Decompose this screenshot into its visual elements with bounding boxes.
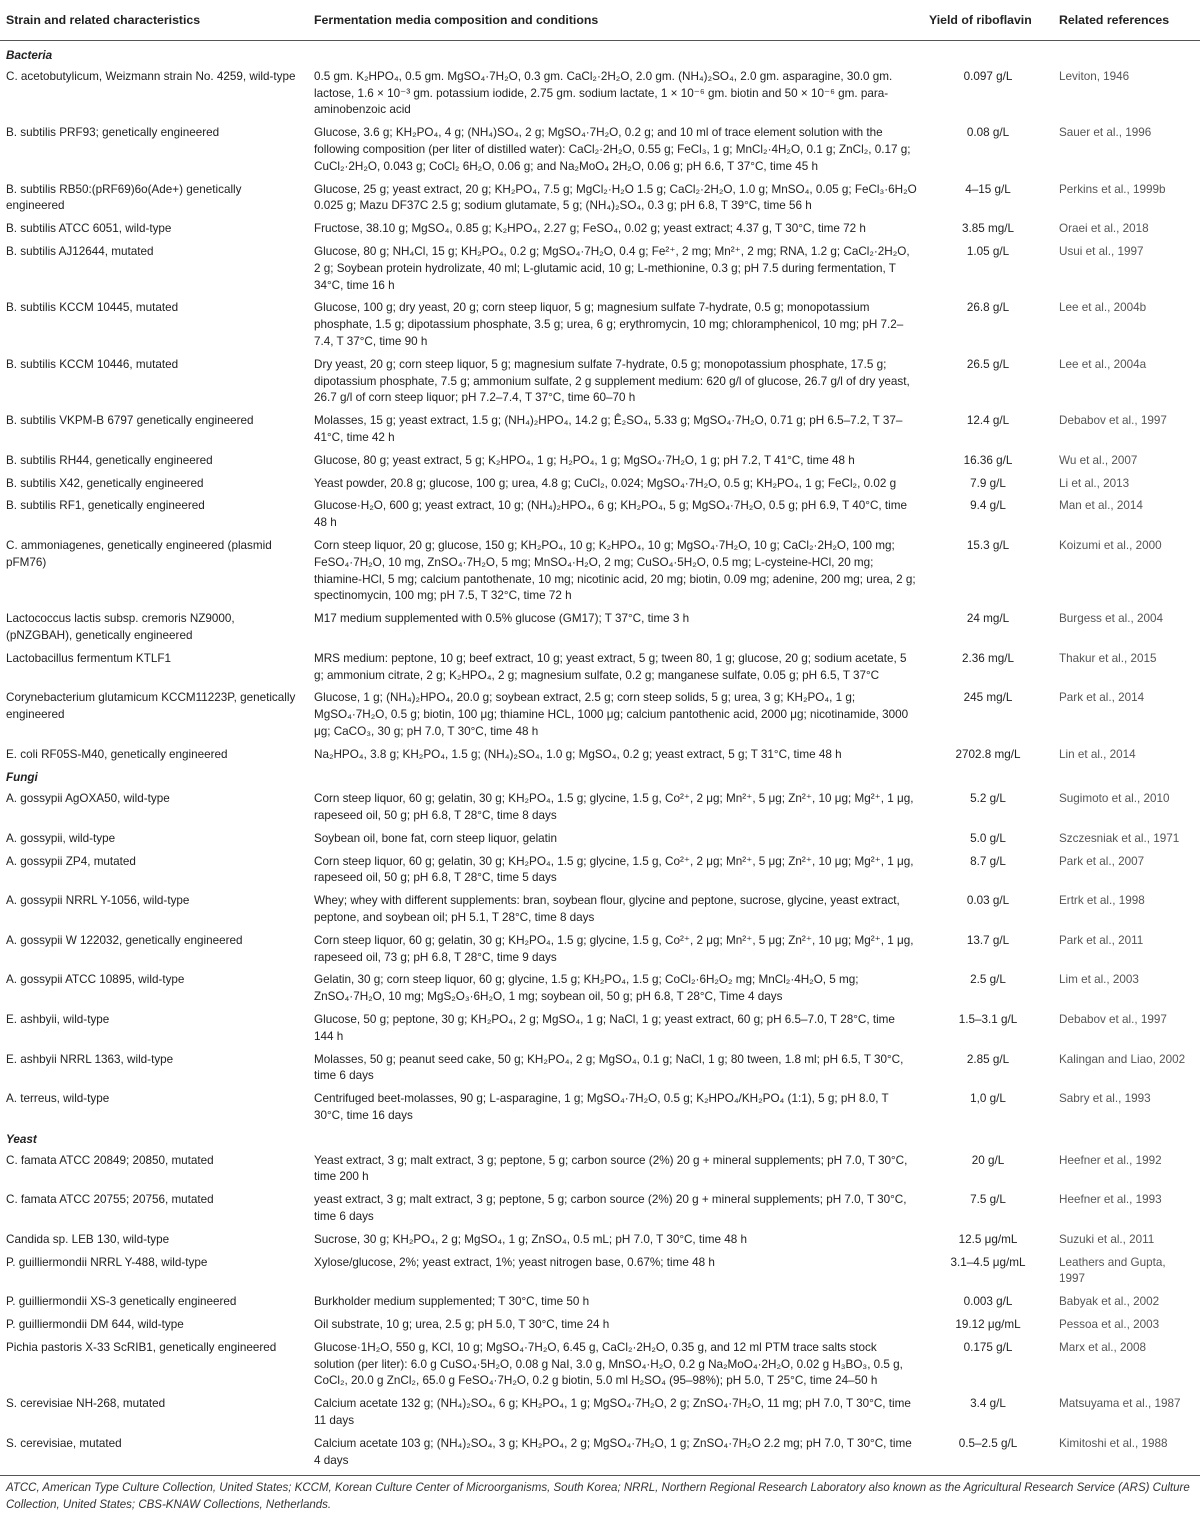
table-row <box>0 1009 1200 1049</box>
cell-media: Glucose, 80 g; NH₄Cl, 15 g; KH₂PO₄, 0.2 g; MgSO₄·7H₂O, 0.4 g; Fe²⁺, 2 mg; Mn²⁺, 2 mg; RNA, 1.2 g; CaCl₂·2H₂O, 2 g; Soybean protein hydrolizate, 40 ml; L-glutamic acid, 10 g; L-methionine, 0.3 g; pH 7.5 during fermentation, T 34°C, time 16 h <box>314 244 910 292</box>
cell-media: Centrifuged beet-molasses, 90 g; L-asparagine, 1 g; MgSO₄·7H₂O, 0.5 g; K₂HPO₄/KH₂PO₄ (1:1), 5 g; pH 8.0, T 30°C, time 16 days <box>314 1092 889 1123</box>
cell-media: Calcium acetate 103 g; (NH₄)₂SO₄, 3 g; KH₂PO₄, 2 g; MgSO₄·7H₂O, 1 g; ZnSO₄·7H₂O 2.2 mg; pH 7.0, T 30°C, time 4 days <box>308 1433 923 1476</box>
table-row <box>0 788 1200 828</box>
cell-yield: 12.4 g/L <box>966 414 1010 428</box>
cell-yield: 24 mg/L <box>966 612 1010 626</box>
cell-reference: Koizumi et al., 2000 <box>1059 538 1162 552</box>
cell-yield: 245 mg/L <box>963 691 1013 705</box>
cell-media: Soybean oil, bone fat, corn steep liquor, gelatin <box>314 831 558 845</box>
table-row <box>0 66 1200 122</box>
cell-media: Sucrose, 30 g; KH₂PO₄, 2 g; MgSO₄, 1 g; ZnSO₄, 0.5 mL; pH 7.0, T 30°C, time 48 h <box>314 1232 747 1246</box>
table-row <box>0 1229 1200 1252</box>
table-row <box>0 450 1200 473</box>
table-row <box>0 1252 1200 1292</box>
cell-reference: Leviton, 1946 <box>1059 69 1130 83</box>
cell-yield: 2.5 g/L <box>970 973 1006 987</box>
cell-yield: 3.4 g/L <box>970 1397 1006 1411</box>
cell-yield: 1.5–3.1 g/L <box>958 1013 1018 1027</box>
cell-strain: A. terreus, wild-type <box>6 1092 110 1106</box>
cell-media: M17 medium supplemented with 0.5% glucose (GM17); T 37°C, time 3 h <box>314 612 690 626</box>
cell-reference: Matsuyama et al., 1987 <box>1059 1397 1181 1411</box>
cell-strain: A. gossypii AgOXA50, wild-type <box>6 792 170 806</box>
cell-reference: Li et al., 2013 <box>1059 476 1130 490</box>
cell-media: Glucose, 1 g; (NH₄)₂HPO₄, 20.0 g; soybean extract, 2.5 g; corn steep solids, 5 g; urea, 3 g; KH₂PO₄, 1 g; MgSO₄·7H₂O, 0.5 g; biotin, 100 μg; thiamine HCL, 1000 μg; calcium pantothenic acid, 2000 μg; nicotinamide, 3000 μg; CaCO₃, 30 g; pH 7.0, T 30°C, time 48 h <box>314 691 909 738</box>
cell-media: Fructose, 38.10 g; MgSO₄, 0.85 g; K₂HPO₄, 2.27 g; FeSO₄, 0.02 g; yeast extract; 4.37 g, T 30°C, time 72 h <box>314 222 866 236</box>
cell-media: 0.5 gm. K₂HPO₄, 0.5 gm. MgSO₄·7H₂O, 0.3 gm. CaCl₂·2H₂O, 2.0 gm. (NH₄)₂SO₄, 2.0 gm. asparagine, 30.0 gm. lactose, 1.6 × 10⁻³ gm. potassium iodide, 2.75 gm. sodium lactate, 1 × 10⁻⁶ gm. biotin and 50 × 10⁻⁶ gm. para-aminobenzoic acid <box>314 69 893 117</box>
cell-strain: C. famata ATCC 20755; 20756, mutated <box>6 1193 214 1207</box>
table-row <box>0 851 1200 891</box>
table-row <box>0 1433 1200 1476</box>
cell-yield: 26.5 g/L <box>966 357 1010 371</box>
cell-reference: Pessoa et al., 2003 <box>1059 1318 1160 1331</box>
table-row <box>0 930 1200 970</box>
cell-reference: Sugimoto et al., 2010 <box>1059 792 1170 806</box>
cell-yield: 16.36 g/L <box>963 453 1013 467</box>
cell-media: Corn steep liquor, 60 g; gelatin, 30 g; KH₂PO₄, 1.5 g; glycine, 1.5 g, Co²⁺, 2 μg; Mn²⁺, 5 μg; Zn²⁺, 10 μg; Mg²⁺, 1 μg, rapeseed oil, 50 g; pH 6.8, T 28°C, time 5 days <box>314 854 914 885</box>
cell-yield: 3.85 mg/L <box>962 222 1014 236</box>
cell-reference: Heefner et al., 1993 <box>1059 1193 1162 1207</box>
cell-reference: Park et al., 2011 <box>1059 933 1144 947</box>
table-row <box>0 687 1200 743</box>
cell-reference: Thakur et al., 2015 <box>1059 651 1157 665</box>
cell-strain: B. subtilis X42, genetically engineered <box>6 476 204 490</box>
table-row <box>0 744 1200 767</box>
table-row <box>0 1291 1200 1314</box>
cell-reference: Perkins et al., 1999b <box>1059 182 1166 196</box>
cell-reference: Debabov et al., 1997 <box>1059 1013 1167 1027</box>
cell-reference: Ertrk et al., 1998 <box>1059 894 1145 908</box>
cell-media: Dry yeast, 20 g; corn steep liquor, 5 g; magnesium sulfate 7-hydrate, 0.5 g; monopotassium phosphate, 17.5 g; dipotassium phosphate, 7.5 g; ammonium sulfate, 2 g supplement medium: 620 g/l of glucose, 26.7 g/l of dry yeast, 26.7 g/l of corn steep liquor; pH 7.2–7.4, T 37°C, time 60–70 h <box>314 357 910 405</box>
cell-media: Yeast extract, 3 g; malt extract, 3 g; peptone, 5 g; carbon source (2%) 20 g + mineral supplements; pH 7.0, T 30°C, time 200 h <box>314 1153 908 1184</box>
table-row <box>0 1150 1200 1190</box>
cell-strain: S. cerevisiae, mutated <box>0 1433 308 1476</box>
cell-media: Glucose·H₂O, 600 g; yeast extract, 10 g; (NH₄)₂HPO₄, 6 g; KH₂PO₄, 5 g; MgSO₄·7H₂O, 0.5 g; pH 6.9, T 40°C, time 48 h <box>314 499 907 530</box>
cell-strain: E. ashbyii, wild-type <box>6 1013 110 1027</box>
cell-reference: Park et al., 2007 <box>1059 854 1145 868</box>
cell-strain: Corynebacterium glutamicum KCCM11223P, genetically engineered <box>6 691 296 722</box>
table-row <box>0 122 1200 178</box>
cell-strain: Lactococcus lactis subsp. cremoris NZ9000, (pNZGBAH), genetically engineered <box>6 612 235 642</box>
cell-media: Burkholder medium supplemented; T 30°C, time 50 h <box>314 1295 590 1309</box>
cell-reference: Debabov et al., 1997 <box>1059 414 1167 428</box>
cell-yield: 0.5–2.5 g/L <box>923 1433 1053 1476</box>
cell-strain: C. famata ATCC 20849; 20850, mutated <box>6 1153 214 1167</box>
section-title: Yeast <box>6 1132 37 1146</box>
cell-strain: B. subtilis VKPM-B 6797 genetically engineered <box>6 414 254 428</box>
cell-strain: B. subtilis KCCM 10446, mutated <box>6 357 179 371</box>
header-yield: Yield of riboflavin <box>923 0 1053 41</box>
cell-reference: Lee et al., 2004b <box>1059 301 1147 315</box>
cell-reference: Sabry et al., 1993 <box>1059 1092 1151 1106</box>
table-row <box>0 179 1200 219</box>
cell-reference: Szczesniak et al., 1971 <box>1059 831 1180 845</box>
cell-reference: Kimitoshi et al., 1988 <box>1053 1433 1200 1476</box>
cell-media: Glucose·1H₂O, 550 g, KCl, 10 g; MgSO₄·7H₂O, 6.45 g, CaCl₂·2H₂O, 0.35 g, and 12 ml PTM trace salts stock solution (per liter): 6.0 g CuSO₄·5H₂O, 0.08 g NaI, 3.0 g, MnSO₄·H₂O, 0.2 g Na₂MoO₄·2H₂O, 0.02 g H₃BO₃, 0.5 g, CoCl₂, 20.0 g ZnCl₂, 65.0 g FeSO₄·7H₂O, 0.2 g biotin, 5.0 ml H₂SO₄ (95–98%); pH 5.0, T 25°C, time 24–50 h <box>314 1340 903 1388</box>
header-media: Fermentation media composition and conditions <box>308 0 923 41</box>
cell-strain: B. subtilis RF1, genetically engineered <box>6 499 205 513</box>
cell-reference: Sauer et al., 1996 <box>1059 126 1152 140</box>
cell-media: yeast extract, 3 g; malt extract, 3 g; peptone, 5 g; carbon source (2%) 20 g + mineral supplements; pH 7.0, T 30°C, time 6 days <box>314 1193 907 1224</box>
cell-yield: 0.097 g/L <box>963 69 1013 83</box>
cell-strain: B. subtilis KCCM 10445, mutated <box>6 301 179 315</box>
cell-media: Molasses, 15 g; yeast extract, 1.5 g; (NH₄)₂HPO₄, 14.2 g; Ê₂SO₄, 5.33 g; MgSO₄·7H₂O, 0.71 g; pH 6.5–7.2, T 37–41°C, time 42 h <box>314 414 903 444</box>
cell-media: Whey; whey with different supplements: bran, soybean flour, glycine and peptone, sucrose, glycine, yeast extract, peptone, and soybean oil; pH 5.1, T 28°C, time 8 days <box>314 894 900 925</box>
table-row <box>0 354 1200 410</box>
table-row <box>0 1049 1200 1089</box>
cell-media: Na₂HPO₄, 3.8 g; KH₂PO₄, 1.5 g; (NH₄)₂SO₄, 1.0 g; MgSO₄, 0.2 g; yeast extract, 5 g; T 31°C, time 48 h <box>314 747 842 761</box>
header-row <box>0 0 1200 41</box>
cell-strain: P. guilliermondii XS-3 genetically engineered <box>6 1295 237 1309</box>
table-row <box>0 608 1200 648</box>
section-row <box>0 1128 1200 1150</box>
cell-strain: P. guilliermondii NRRL Y-488, wild-type <box>6 1255 208 1269</box>
table-row <box>0 473 1200 496</box>
cell-reference: Lee et al., 2004a <box>1059 357 1147 371</box>
cell-media: MRS medium: peptone, 10 g; beef extract, 10 g; yeast extract, 5 g; tween 80, 1 g; glucose, 20 g; sodium acetate, 5 g; ammonium citrate, 2 g; K₂HPO₄, 2 g; magnesium sulfate, 0.2 g; manganese sulfate, 0.05 g; pH 6.5, T 37°C <box>314 651 907 682</box>
cell-media: Glucose, 3.6 g; KH₂PO₄, 4 g; (NH₄)SO₄, 2 g; MgSO₄·7H₂O, 0.2 g; and 10 ml of trace element solution with the following composition (per liter of distilled water): CaCl₂·2H₂O, 0.55 g; FeCl₃, 1 g; MnCl₂·4H₂O, 0.1 g; ZnCl₂, 0.17 g; CuCl₂·2H₂O, 0.043 g; CoCl₂ 6H₂O, 0.06 g; and Na₂MoO₄ 2H₂O, 0.06 g; pH 6.6, T 37°C, time 45 h <box>314 126 911 173</box>
table-row <box>0 410 1200 450</box>
cell-media: Glucose, 80 g; yeast extract, 5 g; K₂HPO₄, 1 g; H₂PO₄, 1 g; MgSO₄·7H₂O, 1 g; pH 7.2, T 41°C, time 48 h <box>314 453 855 467</box>
cell-yield: 2702.8 mg/L <box>955 747 1021 761</box>
table-row <box>0 1189 1200 1229</box>
cell-yield: 0.03 g/L <box>966 894 1010 908</box>
table-row <box>0 1337 1200 1393</box>
cell-strain: B. subtilis AJ12644, mutated <box>6 244 154 258</box>
cell-yield: 7.9 g/L <box>970 476 1006 490</box>
header-references: Related references <box>1053 0 1200 41</box>
cell-media: Molasses, 50 g; peanut seed cake, 50 g; KH₂PO₄, 2 g; MgSO₄, 0.1 g; NaCl, 1 g; 80 tween, 1.8 ml; pH 6.5, T 30°C, time 6 days <box>314 1052 904 1083</box>
cell-strain: B. subtilis RH44, genetically engineered <box>6 453 213 467</box>
cell-media: Corn steep liquor, 20 g; glucose, 150 g; KH₂PO₄, 10 g; K₂HPO₄, 10 g; MgSO₄·7H₂O, 10 g; CaCl₂·2H₂O, 100 mg; FeSO₄·7H₂O, 10 mg, ZnSO₄·7H₂O, 5 mg; MnSO₄·H₂O, 2 mg; CuSO₄·5H₂O, 0.5 mg; L-cysteine-HCl, 20 mg; thiamine-HCl, 5 mg; calcium pantothenate, 10 mg; nicotinic acid, 20 mg; biotin, 0.09 mg; adenine, 200 mg; urea, 2 g; spectinomycin, 100 mg; pH 7.5, T 32°C, time 72 h <box>314 538 916 603</box>
cell-yield: 7.5 g/L <box>970 1193 1006 1207</box>
cell-media: Corn steep liquor, 60 g; gelatin, 30 g; KH₂PO₄, 1.5 g; glycine, 1.5 g, Co²⁺, 2 μg; Mn²⁺, 5 μg; Zn²⁺, 10 μg; Mg²⁺, 1 μg, rapeseed oil, 73 g; pH 6.8, T 28°C, time 9 days <box>314 933 914 964</box>
table-row <box>0 241 1200 297</box>
cell-yield: 0.08 g/L <box>966 126 1010 140</box>
cell-strain: Candida sp. LEB 130, wild-type <box>6 1232 170 1246</box>
cell-yield: 9.4 g/L <box>970 499 1006 513</box>
cell-yield: 13.7 g/L <box>966 933 1010 947</box>
cell-yield: 4–15 g/L <box>965 182 1011 196</box>
cell-reference: Usui et al., 1997 <box>1059 244 1144 258</box>
cell-yield: 5.0 g/L <box>970 831 1006 845</box>
table-row <box>0 1314 1200 1337</box>
table-row <box>0 218 1200 241</box>
cell-yield: 1.05 g/L <box>966 244 1010 258</box>
section-row <box>0 41 1200 66</box>
cell-reference: Suzuki et al., 2011 <box>1059 1232 1155 1246</box>
cell-media: Xylose/glucose, 2%; yeast extract, 1%; yeast nitrogen base, 0.67%; time 48 h <box>314 1255 715 1269</box>
cell-strain: Lactobacillus fermentum KTLF1 <box>6 651 171 665</box>
table-row <box>0 1088 1200 1128</box>
section-row <box>0 766 1200 788</box>
cell-yield: 19.12 μg/mL <box>955 1318 1021 1331</box>
cell-yield: 5.2 g/L <box>970 792 1006 806</box>
cell-media: Gelatin, 30 g; corn steep liquor, 60 g; glycine, 1.5 g; KH₂PO₄, 1.5 g; CoCl₂·6H₂O₂ mg; MnCl₂·4H₂O, 5 mg; ZnSO₄·7H₂O, 10 mg; MgS₂O₃·6H₂O, 1 mg; soybean oil, 50 g; pH 6.8, T 28°C, Time 4 days <box>314 973 859 1004</box>
cell-reference: Wu et al., 2007 <box>1059 453 1138 467</box>
table-row <box>0 969 1200 1009</box>
table-body <box>0 41 1200 1476</box>
cell-reference: Leathers and Gupta, 1997 <box>1059 1255 1166 1286</box>
cell-reference: Lim et al., 2003 <box>1059 973 1139 987</box>
section-title: Fungi <box>6 771 38 785</box>
cell-media: Oil substrate, 10 g; urea, 2.5 g; pH 5.0, T 30°C, time 24 h <box>314 1318 610 1331</box>
cell-strain: B. subtilis PRF93; genetically engineered <box>6 126 220 140</box>
cell-yield: 15.3 g/L <box>966 538 1010 552</box>
cell-media: Glucose, 100 g; dry yeast, 20 g; corn steep liquor, 5 g; magnesium sulfate 7-hydrate, 0.5 g; monopotassium phosphate, 1.5 g; dipotassium phosphate, 3.5 g; urea, 6 g; erythromycin, 10 mg; chloramphenicol, 10 mg; pH 7.2–7.4, T 37°C, time 90 h <box>314 301 904 348</box>
cell-strain: C. ammoniagenes, genetically engineered (plasmid pFM76) <box>6 538 272 569</box>
cell-strain: E. ashbyii NRRL 1363, wild-type <box>6 1052 174 1066</box>
table-row <box>0 535 1200 608</box>
cell-strain: C. acetobutylicum, Weizmann strain No. 4259, wild-type <box>6 69 296 83</box>
cell-strain: A. gossypii, wild-type <box>6 831 116 845</box>
cell-yield: 3.1–4.5 μg/mL <box>950 1255 1026 1269</box>
cell-reference: Park et al., 2014 <box>1059 691 1145 705</box>
cell-yield: 2.85 g/L <box>966 1052 1010 1066</box>
cell-strain: Pichia pastoris X-33 ScRIB1, genetically engineered <box>6 1340 277 1354</box>
cell-yield: 8.7 g/L <box>970 854 1006 868</box>
cell-yield: 20 g/L <box>971 1153 1005 1167</box>
cell-reference: Kalingan and Liao, 2002 <box>1059 1052 1186 1066</box>
cell-reference: Oraei et al., 2018 <box>1059 222 1149 236</box>
cell-reference: Babyak et al., 2002 <box>1059 1295 1160 1309</box>
header-strain: Strain and related characteristics <box>0 0 308 41</box>
cell-media: Yeast powder, 20.8 g; glucose, 100 g; urea, 4.8 g; CuCl₂, 0.024; MgSO₄·7H₂O, 0.5 g; KH₂PO₄, 1 g; FeCl₂, 0.02 g <box>314 476 897 490</box>
cell-media: Corn steep liquor, 60 g; gelatin, 30 g; KH₂PO₄, 1.5 g; glycine, 1.5 g, Co²⁺, 2 μg; Mn²⁺, 5 μg; Zn²⁺, 10 μg; Mg²⁺, 1 μg, rapeseed oil, 50 g; pH 6.8, T 28°C, time 8 days <box>314 792 914 823</box>
cell-yield: 0.003 g/L <box>963 1295 1013 1309</box>
cell-strain: B. subtilis ATCC 6051, wild-type <box>6 222 172 236</box>
cell-yield: 26.8 g/L <box>966 301 1010 315</box>
cell-yield: 12.5 μg/mL <box>958 1232 1018 1246</box>
table-row <box>0 297 1200 353</box>
cell-reference: Lin et al., 2014 <box>1059 747 1136 761</box>
cell-reference: Marx et al., 2008 <box>1059 1340 1147 1354</box>
table-row <box>0 828 1200 851</box>
cell-media: Calcium acetate 132 g; (NH₄)₂SO₄, 6 g; KH₂PO₄, 1 g; MgSO₄·7H₂O, 2 g; ZnSO₄·7H₂O, 11 mg; pH 7.0, T 30°C, time 11 days <box>314 1397 911 1427</box>
table-footnote: ATCC, American Type Culture Collection, United States; KCCM, Korean Culture Center of Microorganisms, South Korea; NRRL, Northern Regional Research Laboratory also known as the Agricultural Research Service (ARS) Culture Collection, United States; CBS-KNAW Collections, Netherlands. <box>6 1482 1190 1511</box>
cell-strain: A. gossypii ATCC 10895, wild-type <box>6 973 185 987</box>
cell-strain: A. gossypii W 122032, genetically engineered <box>6 933 243 947</box>
table-row <box>0 495 1200 535</box>
cell-strain: A. gossypii ZP4, mutated <box>6 854 136 868</box>
cell-reference: Heefner et al., 1992 <box>1059 1153 1162 1167</box>
cell-yield: 0.175 g/L <box>963 1340 1013 1354</box>
table-header <box>0 0 1200 41</box>
table-row <box>0 890 1200 930</box>
table-row <box>0 1393 1200 1433</box>
cell-yield: 2.36 mg/L <box>962 651 1014 665</box>
cell-reference: Man et al., 2014 <box>1059 499 1143 513</box>
cell-strain: P. guilliermondii DM 644, wild-type <box>6 1318 184 1331</box>
cell-strain: S. cerevisiae NH-268, mutated <box>6 1397 166 1411</box>
cell-yield: 1,0 g/L <box>970 1092 1006 1106</box>
cell-reference: Burgess et al., 2004 <box>1059 612 1163 626</box>
table-row <box>0 648 1200 688</box>
cell-strain: A. gossypii NRRL Y-1056, wild-type <box>6 894 190 908</box>
section-title: Bacteria <box>6 49 53 62</box>
cell-strain: E. coli RF05S-M40, genetically engineered <box>6 747 228 761</box>
cell-media: Glucose, 25 g; yeast extract, 20 g; KH₂PO₄, 7.5 g; MgCl₂·H₂O 1.5 g; CaCl₂·2H₂O, 1.0 g; MnSO₄, 0.05 g; FeCl₃·6H₂O 0.025 g; Mazu DF37C 2.5 g; sodium glutamate, 5 g; (NH₄)₂SO₄, 0.3 g; pH 6.8, T 39°C, time 56 h <box>314 182 917 213</box>
cell-strain: B. subtilis RB50:(pRF69)6o(Ade+) genetically engineered <box>6 182 242 213</box>
cell-media: Glucose, 50 g; peptone, 30 g; KH₂PO₄, 2 g; MgSO₄, 1 g; NaCl, 1 g; yeast extract, 60 g; pH 6.5–7.0, T 28°C, time 144 h <box>314 1013 895 1043</box>
